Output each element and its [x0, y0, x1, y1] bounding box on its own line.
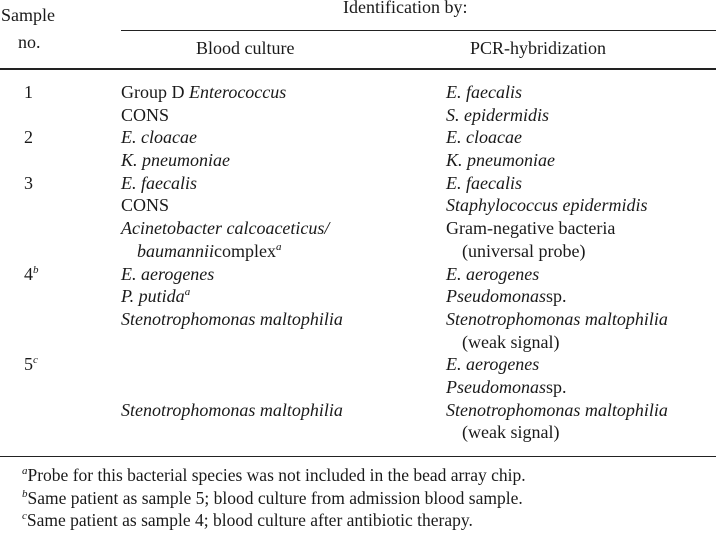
cell-text: K. pneumoniae	[446, 150, 555, 171]
cell-text: S. epidermidis	[446, 104, 549, 125]
cell-text: (weak signal)	[462, 331, 560, 352]
table-body	[0, 81, 716, 444]
cell-text: Stenotrophomonas maltophilia	[446, 308, 668, 329]
sample-number: 5	[24, 354, 33, 375]
table-row	[0, 399, 716, 422]
table-row	[0, 126, 716, 149]
sample-number: 4	[24, 263, 33, 284]
blood-culture-cell	[121, 126, 197, 149]
table-row	[0, 217, 716, 240]
pcr-cell	[446, 149, 555, 172]
footnote	[22, 465, 526, 486]
blood-culture-cell	[121, 308, 343, 331]
footnote-mark: c	[33, 354, 38, 367]
table-row	[0, 149, 716, 172]
cell-text: Stenotrophomonas maltophilia	[446, 399, 668, 420]
table-row	[0, 194, 716, 217]
footnote-text: Same patient as sample 4; blood culture after antibiotic therapy.	[26, 510, 473, 530]
cell-text: E. faecalis	[121, 172, 197, 193]
header-divider	[121, 30, 716, 31]
cell-text: Staphylococcus epidermidis	[446, 195, 648, 216]
table-row	[0, 240, 716, 263]
footnote	[22, 510, 473, 531]
sample-number: 2	[24, 127, 33, 148]
footnote-mark: a	[276, 240, 282, 253]
header-bottom-rule	[0, 68, 716, 70]
cell-text: Stenotrophomonas maltophilia	[121, 308, 343, 329]
sample-no	[24, 172, 33, 195]
cell-text: Acinetobacter calcoaceticus/	[121, 218, 330, 239]
table-row	[0, 376, 716, 399]
cell-text: Pseudomonas	[446, 286, 546, 307]
cell-text: CONS	[121, 195, 170, 216]
pcr-cell	[446, 240, 585, 263]
cell-text: Gram-negative bacteria	[446, 218, 616, 239]
header-sample: Sample	[1, 5, 55, 25]
footnote-mark: a	[22, 465, 28, 478]
blood-culture-cell	[121, 399, 343, 422]
header-blood-culture: Blood culture	[196, 38, 295, 58]
header-no: no.	[18, 32, 41, 52]
footnote-mark: b	[33, 263, 39, 276]
pcr-cell	[446, 399, 668, 422]
blood-culture-cell	[121, 194, 169, 217]
cell-text: complex	[214, 240, 276, 261]
blood-culture-cell	[121, 172, 197, 195]
table-row	[0, 81, 716, 104]
cell-text: Enterococcus	[189, 82, 287, 102]
cell-text: P. putida	[121, 286, 185, 307]
cell-text: E. faecalis	[446, 82, 522, 102]
table-row	[0, 421, 716, 444]
pcr-cell	[446, 126, 522, 149]
table-row	[0, 285, 716, 308]
cell-text: E. aerogenes	[446, 263, 540, 284]
cell-text: E. cloacae	[121, 127, 197, 148]
cell-text: Group D	[121, 82, 189, 102]
sample-no	[24, 353, 38, 376]
sample-no	[24, 126, 33, 149]
cell-text: baumannii	[137, 240, 215, 261]
pcr-cell	[446, 217, 615, 240]
sample-number: 1	[24, 82, 33, 102]
header-identification: Identification by:	[343, 0, 468, 17]
pcr-cell	[446, 263, 539, 286]
cell-text: sp.	[546, 376, 567, 397]
blood-culture-cell	[121, 104, 169, 127]
pcr-cell	[446, 172, 522, 195]
cell-text: E. faecalis	[446, 172, 522, 193]
footnote	[22, 488, 523, 509]
header-pcr: PCR-hybridization	[470, 38, 606, 58]
footnote-text: Same patient as sample 5; blood culture from admission blood sample.	[27, 487, 523, 508]
cell-text: E. aerogenes	[446, 354, 540, 375]
table-row	[0, 263, 716, 286]
pcr-cell	[446, 285, 567, 308]
cell-text: Pseudomonas	[446, 376, 546, 397]
sample-no	[24, 81, 33, 104]
blood-culture-cell	[121, 81, 286, 104]
pcr-cell	[446, 421, 559, 444]
cell-text: K. pneumoniae	[121, 150, 230, 171]
footnote-mark: a	[184, 286, 191, 299]
cell-text: Stenotrophomonas maltophilia	[121, 399, 343, 420]
table-row	[0, 104, 716, 127]
pcr-cell	[446, 331, 559, 354]
pcr-cell	[446, 353, 539, 376]
cell-text: E. aerogenes	[121, 263, 215, 284]
blood-culture-cell	[121, 217, 329, 240]
pcr-cell	[446, 104, 549, 127]
footnote-mark: b	[22, 487, 28, 500]
pcr-cell	[446, 376, 567, 399]
footnote-mark: c	[22, 510, 27, 523]
cell-text: E. cloacae	[446, 127, 522, 148]
pcr-cell	[446, 81, 522, 104]
sample-no	[24, 263, 39, 286]
cell-text: CONS	[121, 104, 170, 125]
table-row	[0, 353, 716, 376]
cell-text: sp.	[546, 286, 567, 307]
pcr-cell	[446, 194, 647, 217]
table-row	[0, 331, 716, 354]
pcr-cell	[446, 308, 668, 331]
table-row	[0, 172, 716, 195]
table-bottom-rule	[0, 456, 716, 457]
sample-number: 3	[24, 172, 33, 193]
blood-culture-cell	[121, 149, 230, 172]
blood-culture-cell	[121, 285, 190, 308]
cell-text: (weak signal)	[462, 422, 560, 443]
cell-text: (universal probe)	[462, 240, 586, 261]
blood-culture-cell	[121, 263, 214, 286]
table-row	[0, 308, 716, 331]
blood-culture-cell	[121, 240, 282, 263]
footnote-text: Probe for this bacterial species was not included in the bead array chip.	[27, 465, 526, 485]
